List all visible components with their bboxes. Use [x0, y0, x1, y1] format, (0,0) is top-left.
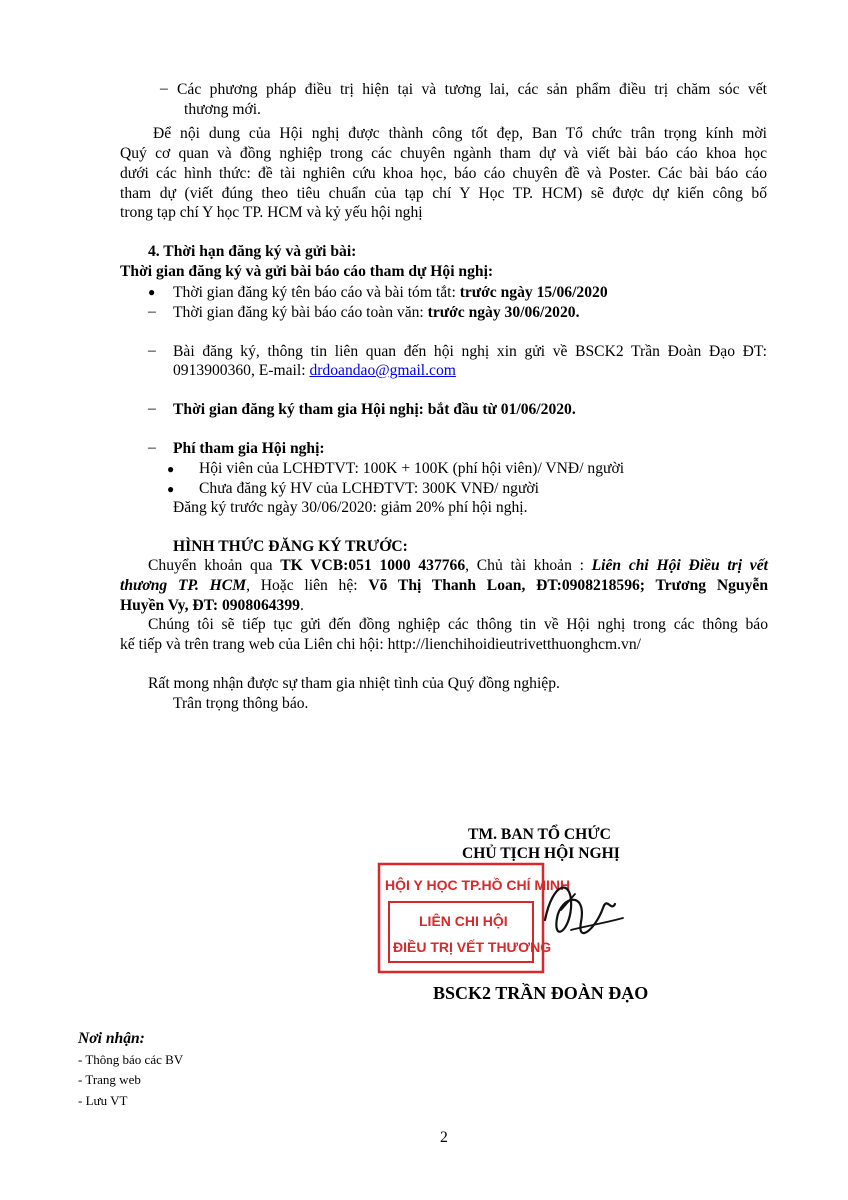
page-number: 2 [440, 1129, 448, 1146]
dash-bullet: – [148, 342, 156, 359]
stamp-image [375, 860, 687, 978]
bullet-dot: ● [148, 285, 156, 299]
signature-title: CHỦ TỊCH HỘI NGHỊ [462, 845, 620, 862]
fee-note: Đăng ký trước ngày 30/06/2020: giảm 20% phí hội nghị. [173, 499, 528, 516]
bullet-line: Các phương pháp điều trị hiện tại và tương lai, các sản phẩm điều trị chăm sóc vết [177, 81, 767, 98]
fee-item: Hội viên của LCHĐTVT: 100K + 100K (phí hội viên)/ VNĐ/ người [199, 460, 625, 477]
registration-line: thương TP. HCM, Hoặc liên hệ: Võ Thị Thanh Loan, ĐT:0908218596; Trương Nguyễn [120, 577, 768, 594]
fee-item: Chưa đăng ký HV của LCHĐTVT: 300K VNĐ/ người [199, 480, 539, 497]
bullet-dot: ● [167, 462, 175, 476]
signature-org: TM. BAN TỔ CHỨC [468, 826, 611, 843]
stamp-text: LIÊN CHI HỘI [419, 913, 508, 929]
signature-stroke [545, 887, 615, 933]
recipients-heading: Nơi nhận: [78, 1030, 145, 1047]
paragraph-line: Để nội dung của Hội nghị được thành công tốt đẹp, Ban Tổ chức trân trọng kính mời [153, 125, 767, 142]
recipient-item: - Lưu VT [78, 1093, 128, 1108]
list-item: Thời gian đăng ký tên báo cáo và bài tóm tắt: trước ngày 15/06/2020 [173, 284, 608, 301]
registration-line: Chuyển khoản qua TK VCB:051 1000 437766, Chủ tài khoản : Liên chi Hội Điều trị vết [148, 557, 768, 574]
dash-bullet: – [160, 80, 168, 97]
paragraph-line: trong tạp chí Y học TP. HCM và kỷ yếu hội nghị [120, 204, 423, 221]
registration-time: Thời gian đăng ký tham gia Hội nghị: bắt đầu từ 01/06/2020. [173, 401, 576, 418]
bullet-line: thương mới. [184, 101, 261, 118]
fee-heading: Phí tham gia Hội nghị: [173, 440, 325, 457]
contact-line: 0913900360, E-mail: drdoandao@gmail.com [173, 362, 456, 379]
stamp-text: ĐIỀU TRỊ VẾT THƯƠNG [393, 939, 552, 955]
dash-bullet: – [148, 303, 156, 320]
list-item: Thời gian đăng ký bài báo cáo toàn văn: trước ngày 30/06/2020. [173, 304, 580, 321]
recipient-item: - Thông báo các BV [78, 1052, 184, 1067]
recipient-item: - Trang web [78, 1072, 141, 1087]
signature-name: BSCK2 TRẦN ĐOÀN ĐẠO [433, 983, 649, 1003]
section-subheading: Thời gian đăng ký và gửi bài báo cáo tham dự Hội nghị: [120, 263, 494, 280]
follow-line: Chúng tôi sẽ tiếp tục gửi đến đồng nghiệp các thông tin về Hội nghị trong các thông báo [148, 616, 768, 633]
stamp-svg [375, 860, 687, 978]
dash-bullet: – [148, 439, 156, 456]
follow-line: kế tiếp và trên trang web của Liên chi hội: http://lienchihoidieutrivetthuonghcm.vn/ [120, 636, 641, 653]
paragraph-line: tham dự (viết đúng theo tiêu chuẩn của tạp chí Y Học TP. HCM) sẽ được dự kiến công bố [120, 185, 767, 202]
registration-heading: HÌNH THỨC ĐĂNG KÝ TRƯỚC: [173, 538, 408, 555]
closing-regards: Trân trọng thông báo. [173, 695, 309, 712]
closing-hope: Rất mong nhận được sự tham gia nhiệt tình của Quý đồng nghiệp. [148, 675, 560, 692]
registration-line: Huyền Vy, ĐT: 0908064399. [120, 597, 304, 614]
stamp-text: HỘI Y HỌC TP.HỒ CHÍ MINH [385, 877, 571, 893]
bullet-dot: ● [167, 482, 175, 496]
dash-bullet: – [148, 400, 156, 417]
paragraph-line: Quý cơ quan và đồng nghiệp trong các chuyên ngành tham dự và viết bài báo cáo khoa học [120, 145, 767, 162]
section-heading: 4. Thời hạn đăng ký và gửi bài: [148, 243, 357, 260]
contact-line: Bài đăng ký, thông tin liên quan đến hội nghị xin gửi về BSCK2 Trần Đoàn Đạo ĐT: [173, 343, 767, 360]
paragraph-line: dưới các hình thức: đề tài nghiên cứu khoa học, báo cáo chuyên đề và Poster. Các bài báo cáo [120, 165, 767, 182]
email-link[interactable]: drdoandao@gmail.com [309, 362, 456, 379]
